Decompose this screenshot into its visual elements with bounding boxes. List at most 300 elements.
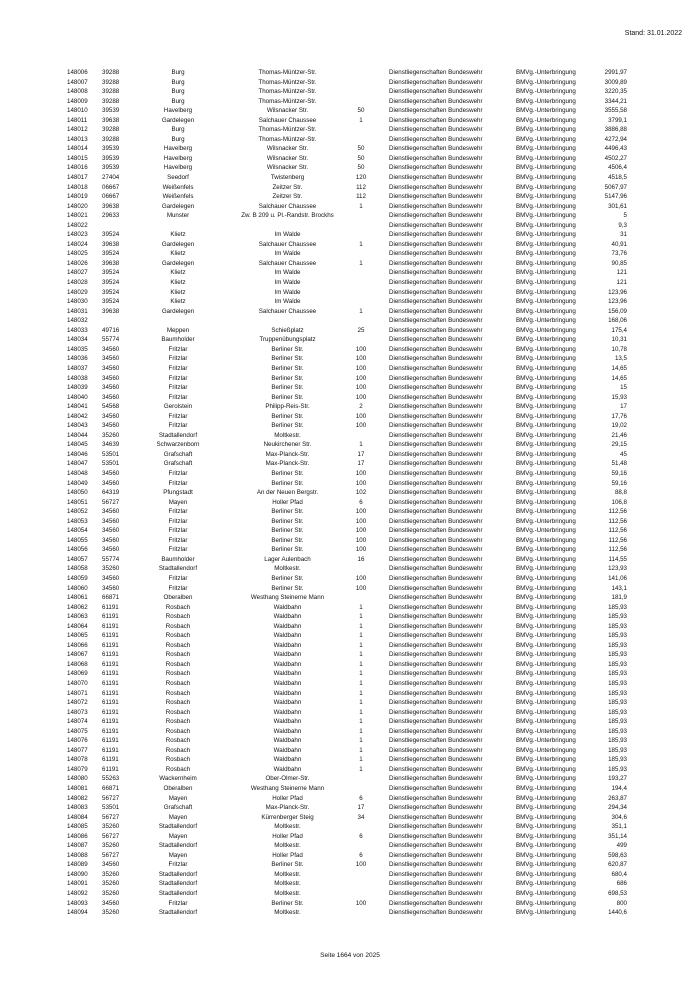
cell-id: 148009 — [67, 97, 88, 105]
page-number: Seite 1664 von 2025 — [320, 952, 380, 959]
cell-nutzung: BMVg.-Unterbringung — [516, 775, 576, 783]
cell-id: 148027 — [67, 269, 88, 277]
cell-art: Dienstliegenschaften Bundeswehr — [389, 660, 483, 668]
cell-strasse: Moltkestr. — [274, 880, 301, 888]
cell-hausnummer: 102 — [355, 489, 367, 497]
cell-strasse: Thomas-Müntzer-Str. — [258, 88, 317, 96]
cell-hausnummer: 1 — [359, 441, 363, 449]
cell-id: 148020 — [67, 202, 88, 210]
cell-ort: Mayen — [168, 498, 188, 506]
cell-nutzung: BMVg.-Unterbringung — [516, 145, 576, 153]
cell-plz: 39638 — [102, 116, 120, 124]
cell-wert: 123,93 — [608, 565, 627, 573]
cell-art: Dienstliegenschaften Bundeswehr — [389, 355, 483, 363]
cell-hausnummer: 1 — [359, 641, 363, 649]
cell-plz: 49716 — [102, 326, 120, 334]
cell-plz: 34560 — [102, 536, 120, 544]
cell-wert: 499 — [616, 842, 627, 850]
cell-hausnummer: 50 — [357, 154, 365, 162]
table-row — [0, 851, 700, 861]
cell-plz: 56727 — [102, 794, 120, 802]
cell-wert: 156,09 — [608, 307, 627, 315]
cell-wert: 15,93 — [611, 393, 627, 401]
cell-art: Dienstliegenschaften Bundeswehr — [389, 508, 483, 516]
cell-id: 148041 — [67, 403, 88, 411]
cell-strasse: Moltkestr. — [274, 870, 301, 878]
cell-id: 148067 — [67, 651, 88, 659]
table-row — [0, 154, 700, 164]
cell-plz: 34560 — [102, 899, 120, 907]
cell-nutzung: BMVg.-Unterbringung — [516, 785, 576, 793]
cell-art: Dienstliegenschaften Bundeswehr — [389, 317, 483, 325]
cell-id: 148010 — [67, 107, 88, 115]
cell-art: Dienstliegenschaften Bundeswehr — [389, 870, 483, 878]
cell-art: Dienstliegenschaften Bundeswehr — [389, 269, 483, 277]
cell-ort: Rosbach — [165, 689, 191, 697]
cell-strasse: Max-Planck-Str. — [265, 460, 310, 468]
cell-ort: Klietz — [170, 250, 186, 258]
cell-id: 148007 — [67, 78, 88, 86]
table-row — [0, 517, 700, 527]
cell-nutzung: BMVg.-Unterbringung — [516, 460, 576, 468]
table-row — [0, 240, 700, 250]
cell-strasse: Holler Pfad — [272, 794, 303, 802]
cell-strasse: Waldbahn — [273, 756, 302, 764]
cell-strasse: Berliner Str. — [271, 861, 304, 869]
cell-strasse: Im Walde — [274, 298, 301, 306]
cell-id: 148011 — [67, 116, 88, 124]
cell-art: Dienstliegenschaften Bundeswehr — [389, 78, 483, 86]
cell-hausnummer: 1 — [359, 240, 363, 248]
cell-hausnummer: 1 — [359, 708, 363, 716]
cell-id: 148028 — [67, 279, 88, 287]
table-row — [0, 803, 700, 813]
cell-id: 148084 — [67, 813, 88, 821]
cell-ort: Stadtallendorf — [158, 880, 198, 888]
cell-nutzung: BMVg.-Unterbringung — [516, 708, 576, 716]
cell-plz: 34560 — [102, 527, 120, 535]
cell-id: 148030 — [67, 298, 88, 306]
cell-ort: Klietz — [170, 269, 186, 277]
cell-wert: 9,3 — [618, 221, 627, 229]
cell-wert: 263,87 — [608, 794, 627, 802]
cell-ort: Havelberg — [163, 107, 193, 115]
cell-nutzung: BMVg.-Unterbringung — [516, 69, 576, 76]
cell-wert: 4502,27 — [604, 154, 627, 162]
cell-art: Dienstliegenschaften Bundeswehr — [389, 441, 483, 449]
cell-art: Dienstliegenschaften Bundeswehr — [389, 746, 483, 754]
cell-strasse: Im Walde — [274, 269, 301, 277]
cell-art: Dienstliegenschaften Bundeswehr — [389, 250, 483, 258]
cell-ort: Fritzlar — [168, 374, 188, 382]
cell-strasse: Waldbahn — [273, 670, 302, 678]
cell-id: 148063 — [67, 613, 88, 621]
cell-strasse: Westhang Steinerne Mann — [250, 785, 325, 793]
cell-art: Dienstliegenschaften Bundeswehr — [389, 231, 483, 239]
cell-nutzung: BMVg.-Unterbringung — [516, 422, 576, 430]
cell-ort: Wackernheim — [159, 775, 197, 783]
cell-strasse: Im Walde — [274, 279, 301, 287]
cell-nutzung: BMVg.-Unterbringung — [516, 88, 576, 96]
table-row — [0, 364, 700, 374]
cell-plz: 39539 — [102, 107, 120, 115]
cell-wert: 13,5 — [614, 355, 627, 363]
cell-nutzung: BMVg.-Unterbringung — [516, 78, 576, 86]
cell-plz: 34560 — [102, 546, 120, 554]
cell-wert: 4518,5 — [608, 174, 627, 182]
cell-ort: Rosbach — [165, 622, 191, 630]
cell-nutzung: BMVg.-Unterbringung — [516, 823, 576, 831]
cell-id: 148034 — [67, 336, 88, 344]
table-row — [0, 230, 700, 240]
cell-id: 148066 — [67, 641, 88, 649]
cell-id: 148069 — [67, 670, 88, 678]
cell-nutzung: BMVg.-Unterbringung — [516, 469, 576, 477]
cell-art: Dienstliegenschaften Bundeswehr — [389, 813, 483, 821]
table-row — [0, 259, 700, 269]
cell-ort: Fritzlar — [168, 422, 188, 430]
cell-art: Dienstliegenschaften Bundeswehr — [389, 765, 483, 773]
table-row — [0, 68, 700, 78]
cell-strasse: Philipp-Reis-Str. — [265, 403, 310, 411]
cell-wert: 143,1 — [611, 584, 627, 592]
cell-plz: 39524 — [102, 279, 120, 287]
cell-plz: 56727 — [102, 498, 120, 506]
cell-art: Dienstliegenschaften Bundeswehr — [389, 460, 483, 468]
cell-hausnummer: 1 — [359, 718, 363, 726]
cell-hausnummer: 6 — [359, 794, 363, 802]
cell-ort: Havelberg — [163, 164, 193, 172]
table-row — [0, 173, 700, 183]
cell-wert: 90,85 — [611, 259, 627, 267]
cell-hausnummer: 100 — [355, 469, 367, 477]
cell-nutzung: BMVg.-Unterbringung — [516, 431, 576, 439]
cell-nutzung: BMVg.-Unterbringung — [516, 632, 576, 640]
cell-hausnummer: 1 — [359, 680, 363, 687]
cell-nutzung: BMVg.-Unterbringung — [516, 498, 576, 506]
cell-hausnummer: 1 — [359, 737, 363, 745]
table-row — [0, 879, 700, 889]
cell-ort: Fritzlar — [168, 861, 188, 869]
cell-plz: 61191 — [102, 746, 119, 754]
cell-ort: Stadtallendorf — [158, 565, 198, 573]
cell-art: Dienstliegenschaften Bundeswehr — [389, 880, 483, 888]
cell-ort: Mayen — [168, 813, 188, 821]
cell-strasse: Berliner Str. — [271, 355, 304, 363]
cell-hausnummer: 100 — [355, 345, 367, 353]
cell-plz: 34560 — [102, 345, 120, 353]
cell-hausnummer: 1 — [359, 689, 363, 697]
cell-nutzung: BMVg.-Unterbringung — [516, 890, 576, 898]
cell-strasse: Holler Pfad — [272, 832, 303, 840]
cell-plz: 34560 — [102, 861, 120, 869]
table-row — [0, 498, 700, 508]
property-table — [0, 68, 700, 918]
table-row — [0, 584, 700, 594]
table-row — [0, 297, 700, 307]
cell-ort: Baumholder — [161, 336, 195, 344]
cell-plz: 56727 — [102, 813, 120, 821]
cell-art: Dienstliegenschaften Bundeswehr — [389, 489, 483, 497]
cell-hausnummer: 25 — [357, 326, 365, 334]
cell-art: Dienstliegenschaften Bundeswehr — [389, 699, 483, 707]
cell-strasse: Berliner Str. — [271, 412, 304, 420]
table-row — [0, 450, 700, 460]
table-row — [0, 87, 700, 97]
cell-id: 148085 — [67, 823, 88, 831]
cell-strasse: Waldbahn — [273, 651, 302, 659]
cell-nutzung: BMVg.-Unterbringung — [516, 832, 576, 840]
cell-nutzung: BMVg.-Unterbringung — [516, 441, 576, 449]
cell-ort: Stadtallendorf — [158, 870, 198, 878]
cell-ort: Fritzlar — [168, 899, 188, 907]
cell-wert: 14,65 — [611, 374, 627, 382]
cell-art: Dienstliegenschaften Bundeswehr — [389, 584, 483, 592]
table-row — [0, 564, 700, 574]
cell-ort: Fritzlar — [168, 508, 188, 516]
cell-wert: 185,93 — [608, 746, 627, 754]
cell-wert: 112,56 — [608, 546, 627, 554]
cell-plz: 54568 — [102, 403, 120, 411]
cell-strasse: Moltkestr. — [274, 431, 301, 439]
cell-id: 148040 — [67, 393, 88, 401]
cell-strasse: Waldbahn — [273, 613, 302, 621]
cell-hausnummer: 50 — [357, 164, 365, 172]
table-row — [0, 612, 700, 622]
cell-ort: Burg — [171, 78, 185, 86]
cell-art: Dienstliegenschaften Bundeswehr — [389, 832, 483, 840]
cell-plz: 39638 — [102, 202, 120, 210]
cell-plz: 64319 — [102, 489, 120, 497]
cell-hausnummer: 1 — [359, 699, 363, 707]
cell-wert: 800 — [616, 899, 627, 907]
cell-wert: 19,02 — [611, 422, 627, 430]
table-row — [0, 774, 700, 784]
cell-strasse: Lager Aulenbach — [264, 555, 311, 563]
cell-art: Dienstliegenschaften Bundeswehr — [389, 574, 483, 582]
cell-ort: Grafschaft — [163, 804, 193, 812]
cell-ort: Rosbach — [165, 670, 191, 678]
cell-hausnummer: 100 — [355, 546, 367, 554]
cell-id: 148077 — [67, 746, 88, 754]
cell-wert: 598,63 — [608, 851, 627, 859]
cell-id: 148032 — [67, 317, 88, 325]
cell-nutzung: BMVg.-Unterbringung — [516, 183, 576, 191]
cell-strasse: Berliner Str. — [271, 384, 304, 392]
cell-art: Dienstliegenschaften Bundeswehr — [389, 97, 483, 105]
cell-wert: 5 — [623, 212, 627, 220]
cell-ort: Stadtallendorf — [158, 890, 198, 898]
cell-wert: 59,16 — [611, 479, 627, 487]
cell-art: Dienstliegenschaften Bundeswehr — [389, 565, 483, 573]
table-row — [0, 555, 700, 565]
cell-plz: 39288 — [102, 78, 120, 86]
table-row — [0, 431, 700, 441]
cell-strasse: Salchauer Chaussee — [258, 307, 317, 315]
table-row — [0, 326, 700, 336]
cell-wert: 121 — [616, 279, 627, 287]
cell-nutzung: BMVg.-Unterbringung — [516, 851, 576, 859]
cell-ort: Pfungstadt — [163, 489, 193, 497]
cell-wert: 3555,58 — [604, 107, 627, 115]
cell-art: Dienstliegenschaften Bundeswehr — [389, 69, 483, 76]
cell-hausnummer: 1 — [359, 603, 363, 611]
cell-hausnummer: 1 — [359, 259, 363, 267]
cell-art: Dienstliegenschaften Bundeswehr — [389, 842, 483, 850]
table-row — [0, 374, 700, 384]
cell-plz: 53501 — [102, 804, 120, 812]
cell-nutzung: BMVg.-Unterbringung — [516, 861, 576, 869]
cell-id: 148019 — [67, 193, 88, 201]
cell-wert: 114,55 — [608, 555, 627, 563]
cell-plz: 61191 — [102, 641, 119, 649]
cell-nutzung: BMVg.-Unterbringung — [516, 594, 576, 602]
cell-art: Dienstliegenschaften Bundeswehr — [389, 909, 483, 917]
cell-id: 148074 — [67, 718, 88, 726]
cell-ort: Rosbach — [165, 737, 191, 745]
cell-nutzung: BMVg.-Unterbringung — [516, 737, 576, 745]
cell-art: Dienstliegenschaften Bundeswehr — [389, 202, 483, 210]
cell-ort: Oberalben — [163, 785, 193, 793]
cell-art: Dienstliegenschaften Bundeswehr — [389, 469, 483, 477]
cell-wert: 193,27 — [608, 775, 627, 783]
cell-art: Dienstliegenschaften Bundeswehr — [389, 393, 483, 401]
cell-strasse: Thomas-Müntzer-Str. — [258, 126, 317, 134]
cell-id: 148031 — [67, 307, 88, 315]
cell-id: 148064 — [67, 622, 88, 630]
cell-wert: 40,91 — [611, 240, 627, 248]
cell-art: Dienstliegenschaften Bundeswehr — [389, 116, 483, 124]
cell-strasse: Berliner Str. — [271, 364, 304, 372]
cell-wert: 106,8 — [611, 498, 627, 506]
cell-hausnummer: 100 — [355, 536, 367, 544]
cell-wert: 620,87 — [608, 861, 627, 869]
cell-plz: 39288 — [102, 97, 120, 105]
table-row — [0, 354, 700, 364]
cell-art: Dienstliegenschaften Bundeswehr — [389, 527, 483, 535]
cell-wert: 5067,97 — [604, 183, 627, 191]
cell-id: 148047 — [67, 460, 88, 468]
cell-nutzung: BMVg.-Unterbringung — [516, 174, 576, 182]
cell-wert: 15 — [620, 384, 627, 392]
cell-ort: Weißenfels — [162, 183, 194, 191]
cell-id: 148039 — [67, 384, 88, 392]
cell-id: 148044 — [67, 431, 88, 439]
cell-plz: 06667 — [102, 193, 120, 201]
cell-ort: Stadtallendorf — [158, 431, 198, 439]
cell-strasse: Berliner Str. — [271, 527, 304, 535]
cell-art: Dienstliegenschaften Bundeswehr — [389, 536, 483, 544]
cell-id: 148068 — [67, 660, 88, 668]
cell-hausnummer: 17 — [357, 450, 365, 458]
cell-ort: Fritzlar — [168, 527, 188, 535]
cell-wert: 2991,97 — [604, 69, 627, 76]
cell-wert: 51,48 — [611, 460, 627, 468]
cell-id: 148023 — [67, 231, 88, 239]
cell-plz: 61191 — [102, 708, 119, 716]
cell-ort: Rosbach — [165, 699, 191, 707]
cell-hausnummer: 6 — [359, 498, 363, 506]
cell-wert: 168,06 — [608, 317, 627, 325]
cell-nutzung: BMVg.-Unterbringung — [516, 613, 576, 621]
cell-id: 148046 — [67, 450, 88, 458]
cell-id: 148029 — [67, 288, 88, 296]
cell-strasse: Salchauer Chaussee — [258, 202, 317, 210]
cell-ort: Rosbach — [165, 756, 191, 764]
table-row — [0, 631, 700, 641]
cell-strasse: An der Neuen Bergstr. — [256, 489, 319, 497]
cell-wert: 181,9 — [611, 594, 627, 602]
cell-hausnummer: 100 — [355, 393, 367, 401]
cell-art: Dienstliegenschaften Bundeswehr — [389, 221, 483, 229]
cell-hausnummer: 1 — [359, 756, 363, 764]
cell-strasse: Schießplatz — [271, 326, 304, 334]
cell-ort: Baumholder — [161, 555, 195, 563]
cell-hausnummer: 100 — [355, 384, 367, 392]
cell-strasse: Waldbahn — [273, 718, 302, 726]
cell-plz: 39524 — [102, 288, 120, 296]
cell-strasse: Berliner Str. — [271, 517, 304, 525]
cell-wert: 123,96 — [608, 298, 627, 306]
cell-strasse: Wilsnacker Str. — [266, 145, 309, 153]
cell-wert: 14,65 — [611, 364, 627, 372]
cell-strasse: Waldbahn — [273, 699, 302, 707]
cell-art: Dienstliegenschaften Bundeswehr — [389, 288, 483, 296]
cell-art: Dienstliegenschaften Bundeswehr — [389, 861, 483, 869]
cell-id: 148045 — [67, 441, 88, 449]
cell-nutzung: BMVg.-Unterbringung — [516, 135, 576, 143]
cell-id: 148083 — [67, 804, 88, 812]
cell-plz: 61191 — [102, 699, 119, 707]
table-row — [0, 755, 700, 765]
cell-id: 148080 — [67, 775, 88, 783]
cell-nutzung: BMVg.-Unterbringung — [516, 412, 576, 420]
cell-id: 148086 — [67, 832, 88, 840]
cell-ort: Fritzlar — [168, 536, 188, 544]
cell-plz: 39288 — [102, 135, 120, 143]
table-row — [0, 249, 700, 259]
cell-wert: 3799,1 — [608, 116, 627, 124]
table-row — [0, 307, 700, 317]
cell-plz: 39524 — [102, 298, 120, 306]
stand-date: Stand: 31.01.2022 — [624, 30, 682, 37]
cell-strasse: Waldbahn — [273, 680, 302, 687]
cell-hausnummer: 112 — [356, 183, 366, 191]
cell-art: Dienstliegenschaften Bundeswehr — [389, 174, 483, 182]
cell-wert: 194,4 — [611, 785, 627, 793]
cell-hausnummer: 50 — [357, 145, 365, 153]
cell-hausnummer: 100 — [355, 355, 367, 363]
cell-strasse: Westhang Steinerne Mann — [250, 594, 325, 602]
cell-strasse: Zeitzer Str. — [272, 193, 303, 201]
cell-ort: Rosbach — [165, 765, 191, 773]
cell-strasse: Waldbahn — [273, 689, 302, 697]
cell-art: Dienstliegenschaften Bundeswehr — [389, 212, 483, 220]
cell-ort: Burg — [171, 97, 185, 105]
cell-plz: 61191 — [102, 680, 119, 687]
cell-plz: 61191 — [102, 632, 119, 640]
cell-nutzung: BMVg.-Unterbringung — [516, 536, 576, 544]
cell-plz: 61191 — [102, 660, 119, 668]
cell-plz: 39539 — [102, 154, 120, 162]
cell-nutzung: BMVg.-Unterbringung — [516, 574, 576, 582]
cell-wert: 185,93 — [608, 670, 627, 678]
cell-hausnummer: 1 — [359, 622, 363, 630]
cell-art: Dienstliegenschaften Bundeswehr — [389, 107, 483, 115]
cell-id: 148072 — [67, 699, 88, 707]
cell-nutzung: BMVg.-Unterbringung — [516, 374, 576, 382]
cell-id: 148012 — [67, 126, 88, 134]
